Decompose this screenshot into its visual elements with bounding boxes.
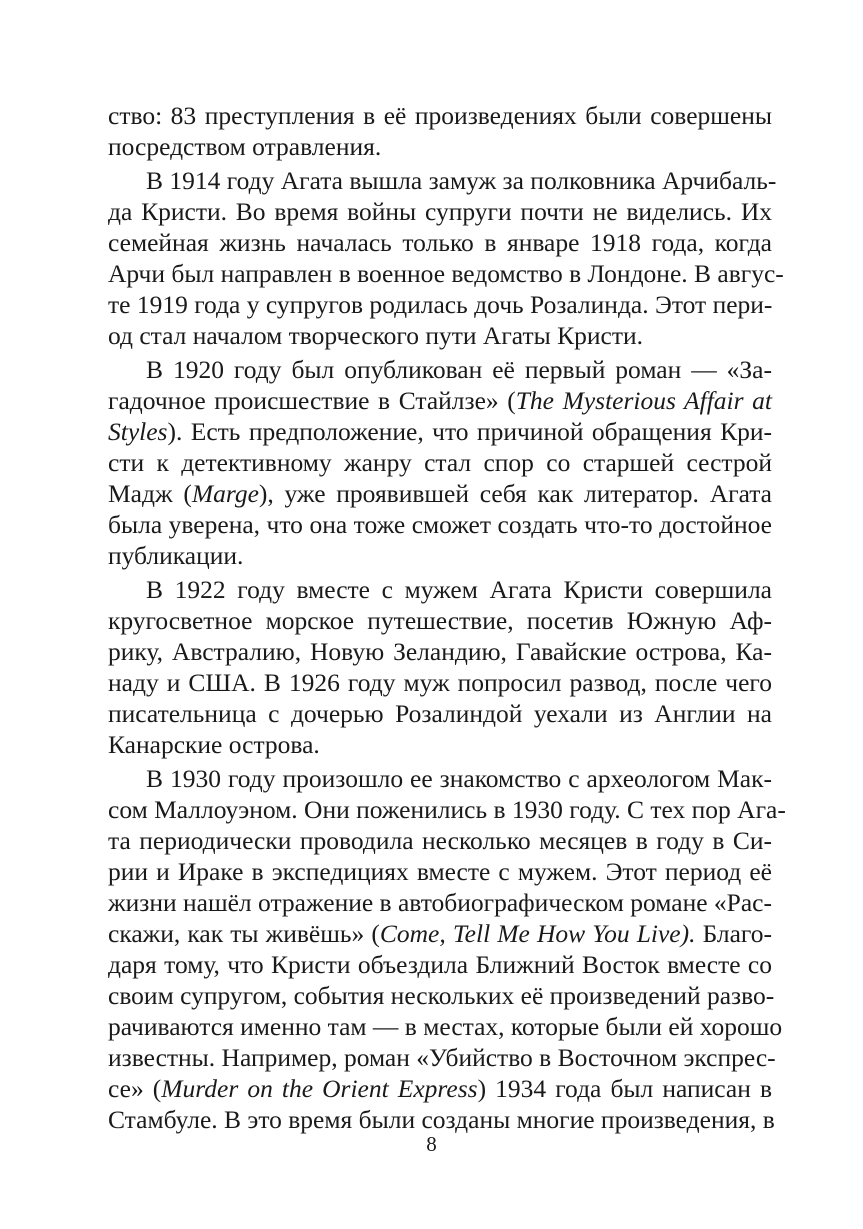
text-line — [108, 320, 772, 351]
text-run: рику, Австралию, Новую Зеландию, Гавайские острова, Ка- — [108, 637, 772, 666]
text-run: гадочное происшествие в Стайлзе» ( — [108, 386, 516, 415]
text-line — [108, 196, 772, 227]
text-run: кругосветное морское путешествие, посетив Южную Аф- — [108, 606, 772, 635]
text-line — [108, 1073, 772, 1104]
text-line — [108, 605, 772, 636]
text-line — [108, 131, 772, 162]
text-line — [108, 887, 772, 918]
text-run: Стамбуле. В это время были созданы многие произведения, в — [108, 1105, 775, 1134]
text-run: ство: 83 преступления в её произведениях были совершены — [108, 101, 772, 130]
text-line — [108, 100, 772, 131]
text-run: семейная жизнь началась только в январе 1918 года, когда — [108, 228, 772, 257]
text-line — [108, 447, 772, 478]
text-line — [108, 1011, 783, 1042]
text-line — [108, 729, 772, 760]
text-run: даря тому, что Кристи объездила Ближний Восток вместе со — [108, 950, 772, 979]
italic-title: The Mysterious Affair at — [515, 386, 772, 415]
text-run: сти к детективному жанру стал спор со старшей сестрой — [108, 448, 772, 477]
text-run: посредством отравления. — [108, 132, 382, 161]
italic-title: Styles — [108, 417, 168, 446]
body-text — [108, 100, 786, 1135]
text-line — [108, 856, 772, 887]
text-line — [108, 509, 772, 540]
text-run: В 1914 году Агата вышла замуж за полковника Арчибаль- — [146, 166, 777, 195]
text-run: была уверена, что она тоже сможет создать что-то достойное — [108, 510, 772, 539]
text-line — [108, 763, 772, 794]
text-run: Мадж ( — [108, 479, 192, 508]
page-number: 8 — [426, 1132, 437, 1156]
italic-title: Come, Tell Me How You Live). — [379, 919, 696, 948]
text-run: Канарские острова. — [108, 730, 320, 759]
text-line — [108, 636, 772, 667]
text-line — [108, 385, 772, 416]
text-line — [108, 227, 772, 258]
text-run: наду и США. В 1926 году муж попросил развод, после чего — [108, 668, 772, 697]
italic-title: Murder on the Orient Express — [161, 1074, 478, 1103]
text-run: та периодически проводила несколько месяцев в году в Си- — [108, 826, 772, 855]
text-line — [108, 165, 777, 196]
text-line — [108, 825, 772, 856]
text-run: Арчи был направлен в военное ведомство в Лондоне. В авгус- — [108, 259, 784, 288]
text-line — [108, 1104, 775, 1135]
text-line — [108, 478, 772, 509]
text-run: Благо- — [695, 919, 772, 948]
text-run: В 1920 году был опубликован её первый роман — «За- — [146, 355, 772, 384]
text-line — [108, 540, 772, 571]
text-run: писательница с дочерью Розалиндой уехали из Англии на — [108, 699, 772, 728]
text-line — [108, 258, 784, 289]
text-run: сом Маллоуэном. Они поженились в 1930 году. С тех пор Ага- — [108, 795, 786, 824]
text-run: од стал началом творческого пути Агаты Кристи. — [108, 321, 643, 350]
text-run: ) 1934 года был написан в — [477, 1074, 772, 1103]
text-run: ), уже проявившей себя как литератор. Агата — [258, 479, 772, 508]
text-run: известны. Например, роман «Убийство в Восточном экспрес- — [108, 1043, 776, 1072]
italic-title: Marge — [191, 479, 259, 508]
text-run: те 1919 года у супругов родилась дочь Розалинда. Этот пери- — [108, 290, 773, 319]
text-run: В 1930 году произошло ее знакомство с археологом Мак- — [146, 764, 772, 793]
text-run: рии и Ираке в экспедициях вместе с мужем. Этот период её — [108, 857, 772, 886]
text-run: ). Есть предположение, что причиной обращения Кри- — [167, 417, 772, 446]
text-run: В 1922 году вместе с мужем Агата Кристи совершила — [146, 575, 772, 604]
text-line — [108, 980, 775, 1011]
text-line — [108, 289, 772, 320]
text-run: жизни нашёл отражение в автобиографическом романе «Рас- — [108, 888, 772, 917]
text-run: се» ( — [108, 1074, 162, 1103]
text-run: рачиваются именно там — в местах, которые были ей хорошо — [108, 1012, 783, 1041]
text-line — [108, 1042, 776, 1073]
text-line — [108, 354, 772, 385]
text-run: своим супругом, события нескольких её произведений разво- — [108, 981, 775, 1010]
text-run: скажи, как ты живёшь» ( — [108, 919, 380, 948]
text-run: да Кристи. Во время войны супруги почти не виделись. Их — [108, 197, 772, 226]
text-line — [108, 574, 772, 605]
text-line — [108, 698, 772, 729]
text-line — [108, 794, 786, 825]
text-line — [108, 918, 772, 949]
text-line — [108, 416, 772, 447]
text-line — [108, 949, 772, 980]
text-run: публикации. — [108, 541, 244, 570]
text-line — [108, 667, 772, 698]
